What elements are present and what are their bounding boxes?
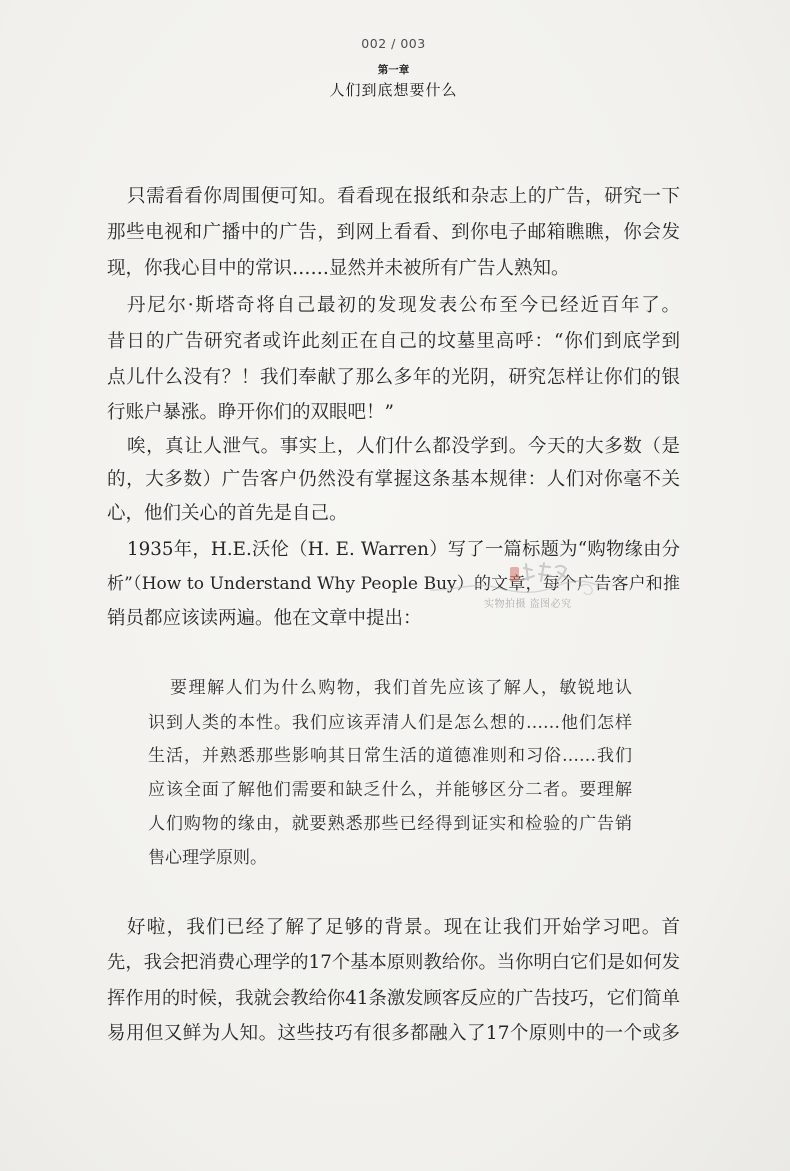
paragraph-line: 1935年，H.E.沃伦（H. E. Warren）写了一篇标题为“购物缘由分 [127, 539, 680, 560]
paragraph-line: 的，大多数）广告客户仍然没有掌握这条基本规律：人们对你毫不关 [107, 469, 680, 490]
chapter-title: 人们到底想要什么 [329, 81, 458, 99]
paragraph-line: 易用但又鲜为人知。这些技巧有很多都融入了17个原则中的一个或多 [107, 1023, 680, 1044]
paragraph-line: 点儿什么没有？！我们奉献了那么多年的光阴，研究怎样让你们的银 [107, 367, 680, 388]
quote-line: 识到人类的本性。我们应该弄清人们是怎么想的……他们怎样 [148, 713, 632, 733]
paragraph-line: 挥作用的时候，我就会教给你41条激发顾客反应的广告技巧，它们简单 [107, 988, 680, 1009]
watermark-caption: 实物拍摄 盗图必究 [484, 599, 572, 610]
quote-line: 要理解人们为什么购物，我们首先应该了解人，敏锐地认 [170, 678, 632, 698]
quote-line: 人们购物的缘由，就要熟悉那些已经得到证实和检验的广告销 [148, 814, 632, 834]
watermark-calligraphy [522, 563, 567, 581]
paragraph-line: 唉，真让人泄气。事实上，人们什么都没学到。今天的大多数（是 [127, 436, 680, 457]
watermark-seal-icon [510, 567, 519, 582]
quote-line: 售心理学原则。 [148, 848, 267, 868]
paragraph-line: 只需看看你周围便可知。看看现在报纸和杂志上的广告，研究一下 [127, 186, 680, 207]
chapter-label: 第一章 [377, 64, 410, 76]
paragraph-line: 行账户暴涨。睁开你们的双眼吧！” [107, 402, 394, 423]
paragraph-line: 好啦，我们已经了解了足够的背景。现在让我们开始学习吧。首 [127, 917, 680, 938]
paragraph-line: 先，我会把消费心理学的17个基本原则教给你。当你明白它们是如何发 [107, 952, 680, 973]
watermark-logo [428, 558, 608, 598]
paragraph-line: 销员都应该读两遍。他在文章中提出： [107, 608, 422, 629]
quote-line: 应该全面了解他们需要和缺乏什么，并能够区分二者。要理解 [148, 780, 632, 800]
watermark-swirl-curl [578, 585, 592, 595]
paragraph-line: 现，你我心目中的常识……显然并未被所有广告人熟知。 [107, 258, 570, 279]
page-indicator: 002 / 003 [361, 36, 426, 51]
paragraph-line: 心，他们关心的首先是自己。 [107, 503, 348, 524]
paragraph-line: 那些电视和广播中的广告，到网上看看、到你电子邮箱瞧瞧，你会发 [107, 222, 680, 243]
paragraph-line: 析”（How to Understand Why People Buy）的文章，每个广告客户和推 [107, 574, 680, 594]
paragraph-line: 丹尼尔·斯塔奇将自己最初的发现发表公布至今已经近百年了。 [127, 295, 680, 316]
paragraph-line: 昔日的广告研究者或许此刻正在自己的坟墓里高呼：“你们到底学到 [107, 331, 680, 352]
quote-line: 生活，并熟悉那些影响其日常生活的道德准则和习俗……我们 [148, 746, 632, 766]
